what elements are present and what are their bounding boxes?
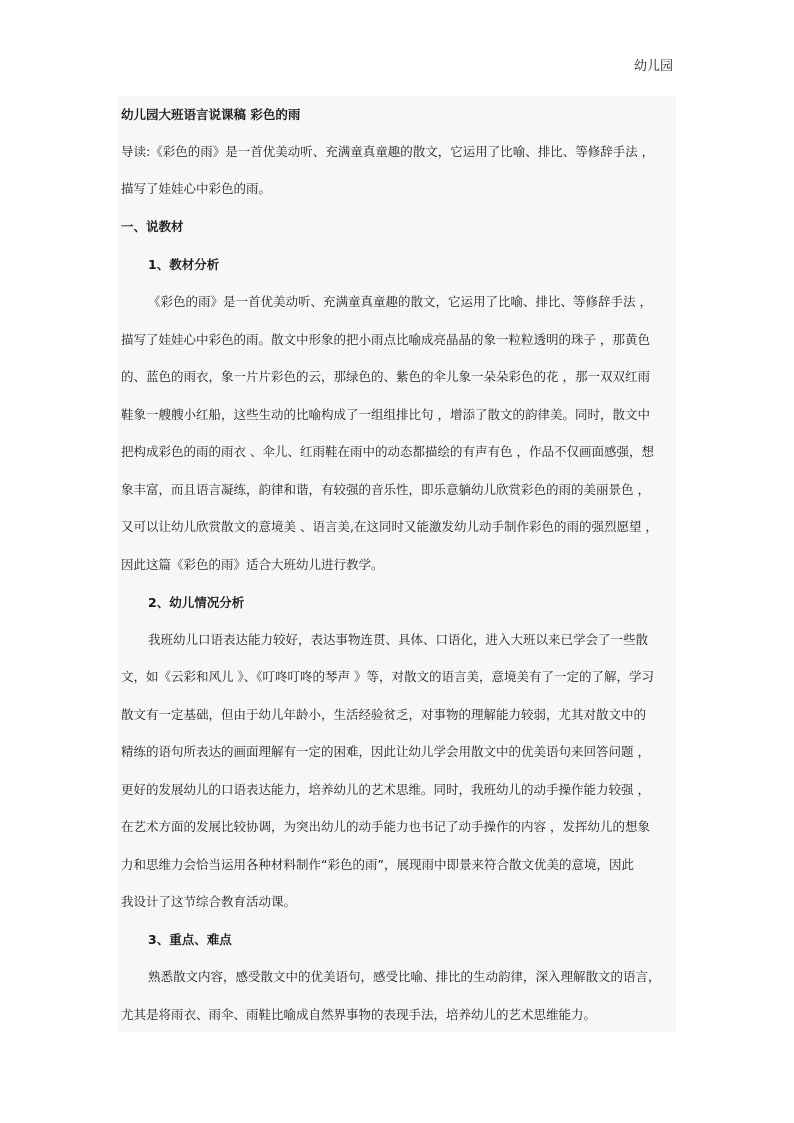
document-title: 幼儿园大班语言说课稿 彩色的雨 xyxy=(121,107,301,122)
paragraph-line: 的、蓝色的雨衣，象一片片彩色的云，那绿色的、紫色的伞儿象一朵朵彩色的花 ，那一双双红雨 xyxy=(121,369,650,384)
document-body xyxy=(118,96,676,1032)
intro-line: 描写了娃娃心中彩色的雨。 xyxy=(121,181,272,196)
intro-line: 导读:《彩色的雨》是一首优美动听、充满童真童趣的散文，它运用了比喻、排比、等修辞手法 ， xyxy=(121,144,655,159)
paragraph-line: 因此这篇《彩色的雨》适合大班幼儿进行教学。 xyxy=(121,557,384,572)
paragraph-line: 我班幼儿口语表达能力较好，表达事物连贯、具体、口语化，进入大班以来已学会了一些散 xyxy=(148,632,649,647)
subheading-material-analysis: 1、教材分析 xyxy=(148,257,220,272)
paragraph-line: 熟悉散文内容，感受散文中的优美语句，感受比喻、排比的生动韵律，深入理解散文的语言， xyxy=(148,969,661,984)
subheading-key-points: 3、重点、难点 xyxy=(148,932,232,947)
paragraph-line: 我设计了这节综合教育活动课。 xyxy=(121,894,297,909)
paragraph-line: 鞋象一艘艘小红船，这些生动的比喻构成了一组组排比句 ，增添了散文的韵律美。同时，散文中 xyxy=(121,407,650,422)
paragraph-line: 散文有一定基础，但由于幼儿年龄小，生活经验贫乏，对事物的理解能力较弱，尤其对散文中的 xyxy=(121,707,647,722)
subheading-children-analysis: 2、幼儿情况分析 xyxy=(148,595,245,610)
paragraph-line: 在艺术方面的发展比较协调，为突出幼儿的动手能力也书记了动手操作的内容 ，发挥幼儿的想象 xyxy=(121,819,650,834)
paragraph-line: 又可以让幼儿欣赏散文的意境美 、语言美,在这同时又能激发幼儿动手制作彩色的雨的强烈愿望 ， xyxy=(121,519,658,534)
paragraph-line: 《彩色的雨》是一首优美动听、充满童真童趣的散文，它运用了比喻、排比、等修辞手法 ， xyxy=(148,294,652,309)
paragraph-line: 描写了娃娃心中彩色的雨。散文中形象的把小雨点比喻成亮晶晶的象一粒粒透明的珠子 ，那黄色 xyxy=(121,332,650,347)
section-heading-teaching-material: 一、说教材 xyxy=(121,219,184,234)
paragraph-line: 文，如《云彩和风儿 》、《叮咚叮咚的琴声 》等，对散文的语言美，意境美有了一定的了解，学习 xyxy=(121,669,654,684)
paragraph-line: 象丰富，而且语言凝练，韵律和谐，有较强的音乐性，即乐意躺幼儿欣赏彩色的雨的美丽景色 ， xyxy=(121,482,650,497)
paragraph-line: 精练的语句所表达的画面理解有一定的困难，因此让幼儿学会用散文中的优美语句来回答问题 ， xyxy=(121,744,650,759)
paragraph-line: 尤其是将雨衣、雨伞、雨鞋比喻成自然界事物的表现手法，培养幼儿的艺术思维能力。 xyxy=(121,1007,597,1022)
header-label: 幼儿园 xyxy=(634,59,674,74)
paragraph-line: 力和思维力会恰当运用各种材料制作“彩色的雨”，展现雨中即景来符合散文优美的意境，因此 xyxy=(121,857,634,872)
paragraph-line: 把构成彩色的雨的雨衣 、伞儿、红雨鞋在雨中的动态都描绘的有声有色 ，作品不仅画面感强，想 xyxy=(121,444,654,459)
paragraph-line: 更好的发展幼儿的口语表达能力，培养幼儿的艺术思维。同时，我班幼儿的动手操作能力较强 ， xyxy=(121,782,650,797)
